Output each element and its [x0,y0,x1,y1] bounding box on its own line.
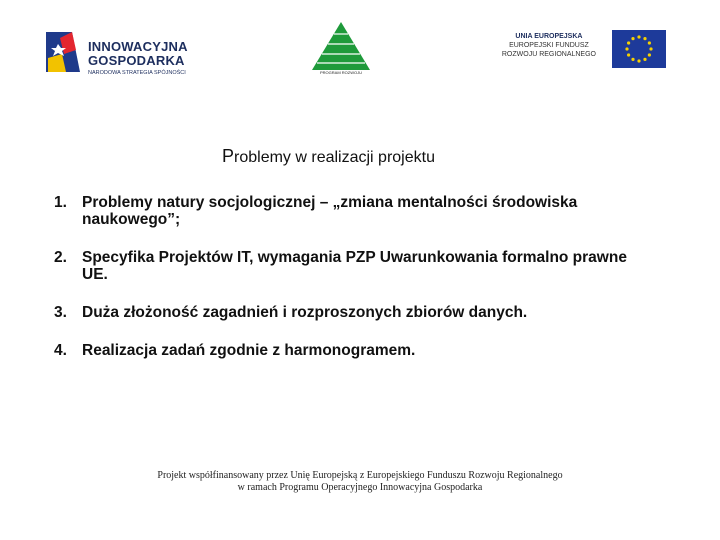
eu-line2: EUROPEJSKI FUNDUSZ [509,42,589,49]
eu-star-icon [637,59,640,62]
innowacyjna-gospodarka-logo [42,28,212,84]
eu-line3: ROZWOJU REGIONALNEGO [501,51,596,58]
eu-star-icon [648,53,651,56]
eu-star-icon [649,47,652,50]
funding-footer [0,470,720,494]
list-item-number: 2. [54,249,67,266]
footer-line2: w ramach Programu Operacyjnego Innowacyjna Gospodarka [237,482,483,493]
eu-star-icon [637,35,640,38]
eu-line1: UNIA EUROPEJSKA [515,33,583,40]
eu-star-icon [648,41,651,44]
list-item-number: 4. [54,342,67,359]
eu-star-icon [643,37,646,40]
list-item [54,342,654,359]
list-item-text: Specyfika Projektów IT, wymagania PZP Uwarunkowania formalno prawne UE. [82,249,627,283]
list-item-text: Realizacja zadań zgodnie z harmonogramem. [82,342,416,359]
logo-brand-line1: INNOWACYJNA [88,39,188,54]
list-item [54,249,654,283]
eu-flag-icon [612,30,666,68]
logo-subtitle: NARODOWA STRATEGIA SPÓJNOŚCI [88,70,186,76]
list-item-text: Problemy natury socjologicznej – „zmiana mentalności środowiska naukowego”; [82,194,578,228]
eu-logo [492,30,666,74]
slide-title-initial: P [222,146,235,166]
list-item [54,304,654,321]
pyramid-icon [308,20,374,72]
slide-title [222,146,435,167]
innowacyjna-gospodarka-emblem-icon [42,28,84,76]
list-item-number: 3. [54,304,67,321]
list-item [54,194,654,228]
problems-list [54,194,654,380]
eu-star-icon [627,41,630,44]
eu-star-icon [627,53,630,56]
eu-star-icon [631,58,634,61]
list-item-number: 1. [54,194,67,211]
logo-brand-line2: GOSPODARKA [88,53,185,68]
footer-line1: Projekt współfinansowany przez Unię Europejską z Europejskiego Funduszu Rozwoju Regionalnego [157,470,563,481]
program-pyramid-logo [308,20,374,80]
eu-star-icon [631,37,634,40]
list-item-text: Duża złożoność zagadnień i rozproszonych zbiorów danych. [82,304,528,321]
eu-star-icon [625,47,628,50]
pyramid-caption: PROGRAM ROZWOJU [320,70,362,75]
eu-star-icon [643,58,646,61]
slide-title-rest: roblemy w realizacji projektu [234,149,435,166]
